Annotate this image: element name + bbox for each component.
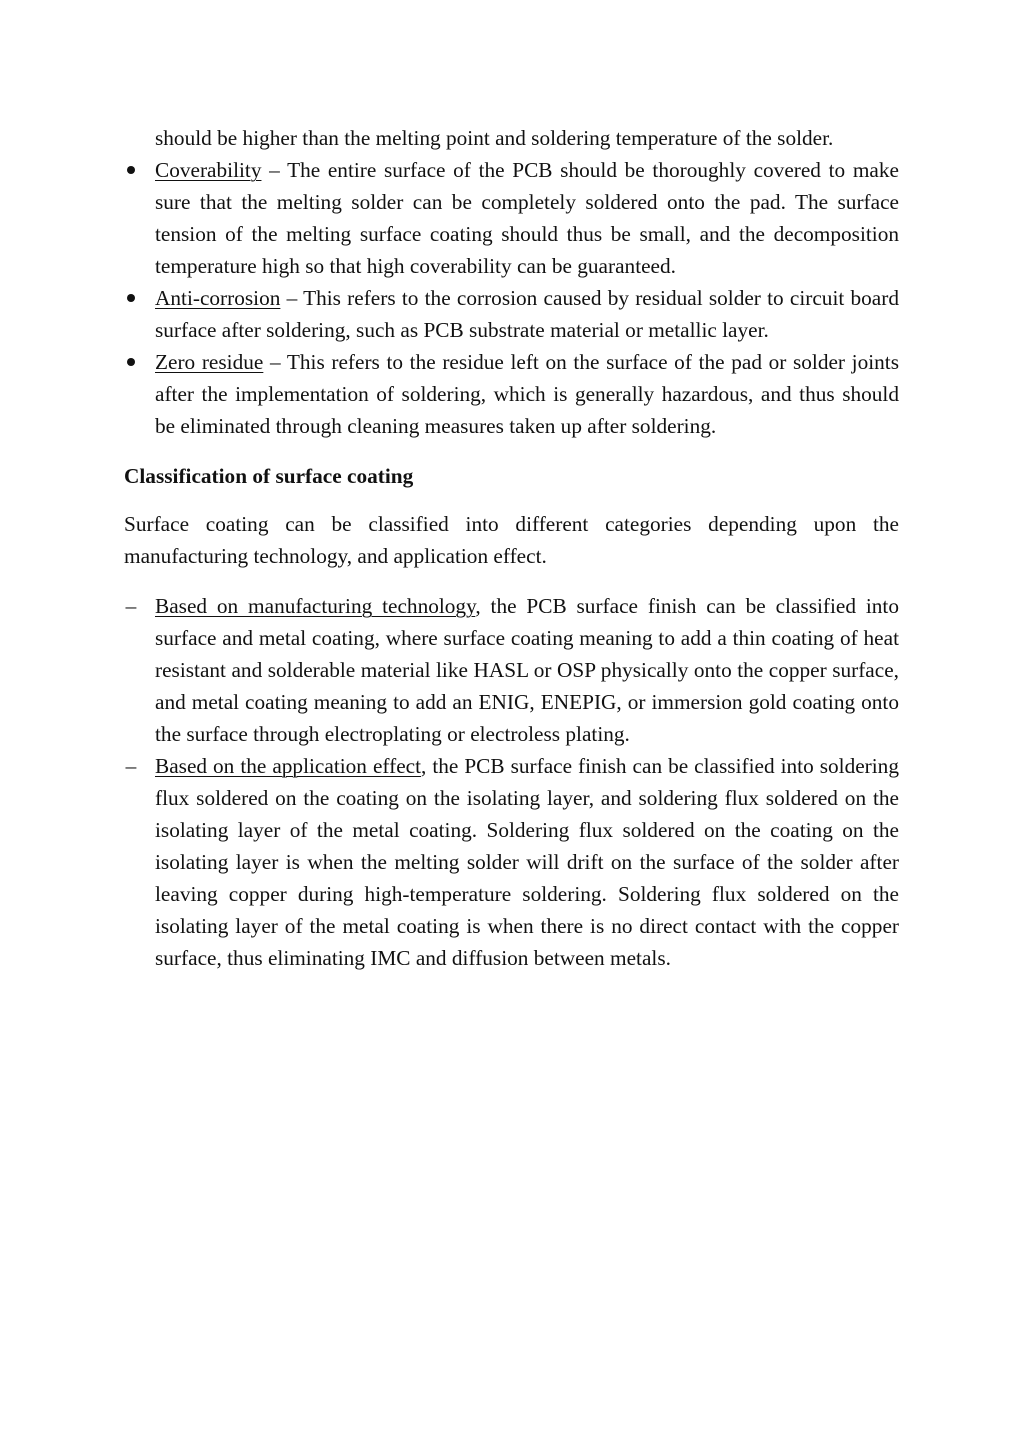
bullet-text: – The entire surface of the PCB should be thoroughly covered to make sure that the melting solder can be completely soldered onto the pad. The surface tension of the melting surface coating should thus be small, and the decomposition temperature high so that high coverability can be guaranteed. xyxy=(155,158,899,278)
bullet-item-anti-corrosion xyxy=(124,282,899,346)
bullet-term: Anti-corrosion xyxy=(155,286,281,310)
dash-icon: – xyxy=(125,754,137,778)
dash-icon: – xyxy=(125,594,137,618)
bullet-text: – This refers to the corrosion caused by residual solder to circuit board surface after soldering, such as PCB substrate material or metallic layer. xyxy=(155,286,899,342)
intro-paragraph: Surface coating can be classified into different categories depending upon the manufacturing technology, and application effect. xyxy=(124,512,899,568)
bullet-list xyxy=(124,154,899,442)
bullet-item-coverability xyxy=(124,154,899,282)
bullet-icon xyxy=(124,282,138,314)
bullet-text: – This refers to the residue left on the surface of the pad or solder joints after the implementation of soldering, which is generally hazardous, and thus should be eliminated through cleaning measures taken up after soldering. xyxy=(155,350,899,438)
bullet-item-zero-residue xyxy=(124,346,899,442)
section-heading: Classification of surface coating xyxy=(124,464,414,488)
dash-term: Based on the application effect xyxy=(155,754,422,778)
bullet-icon xyxy=(124,346,138,378)
continuation-paragraph: should be higher than the melting point and soldering temperature of the solder. xyxy=(155,126,834,150)
dash-item-application xyxy=(124,750,899,974)
bullet-term: Coverability xyxy=(155,158,262,182)
document-page xyxy=(124,122,899,974)
dash-term: Based on manufacturing technology xyxy=(155,594,476,618)
bullet-icon xyxy=(124,154,138,186)
bullet-term: Zero residue xyxy=(155,350,264,374)
dash-item-manufacturing xyxy=(124,590,899,750)
dash-text: , the PCB surface finish can be classified into soldering flux soldered on the coating on the isolating layer, and soldering flux soldered on the isolating layer of the metal coating. Soldering flux soldered on the coating on the isolating layer is when the melting solder will drift on the surface of the solder after leaving copper during high-temperature soldering. Soldering flux soldered on the isolating layer of the metal coating is when there is no direct contact with the copper surface, thus eliminating IMC and diffusion between metals. xyxy=(155,754,899,970)
dash-text: , the PCB surface finish can be classified into surface and metal coating, where surface coating meaning to add a thin coating of heat resistant and solderable material like HASL or OSP physically onto the copper surface, and metal coating meaning to add an ENIG, ENEPIG, or immersion gold coating onto the surface through electroplating or electroless plating. xyxy=(155,594,899,746)
dash-list xyxy=(124,590,899,974)
